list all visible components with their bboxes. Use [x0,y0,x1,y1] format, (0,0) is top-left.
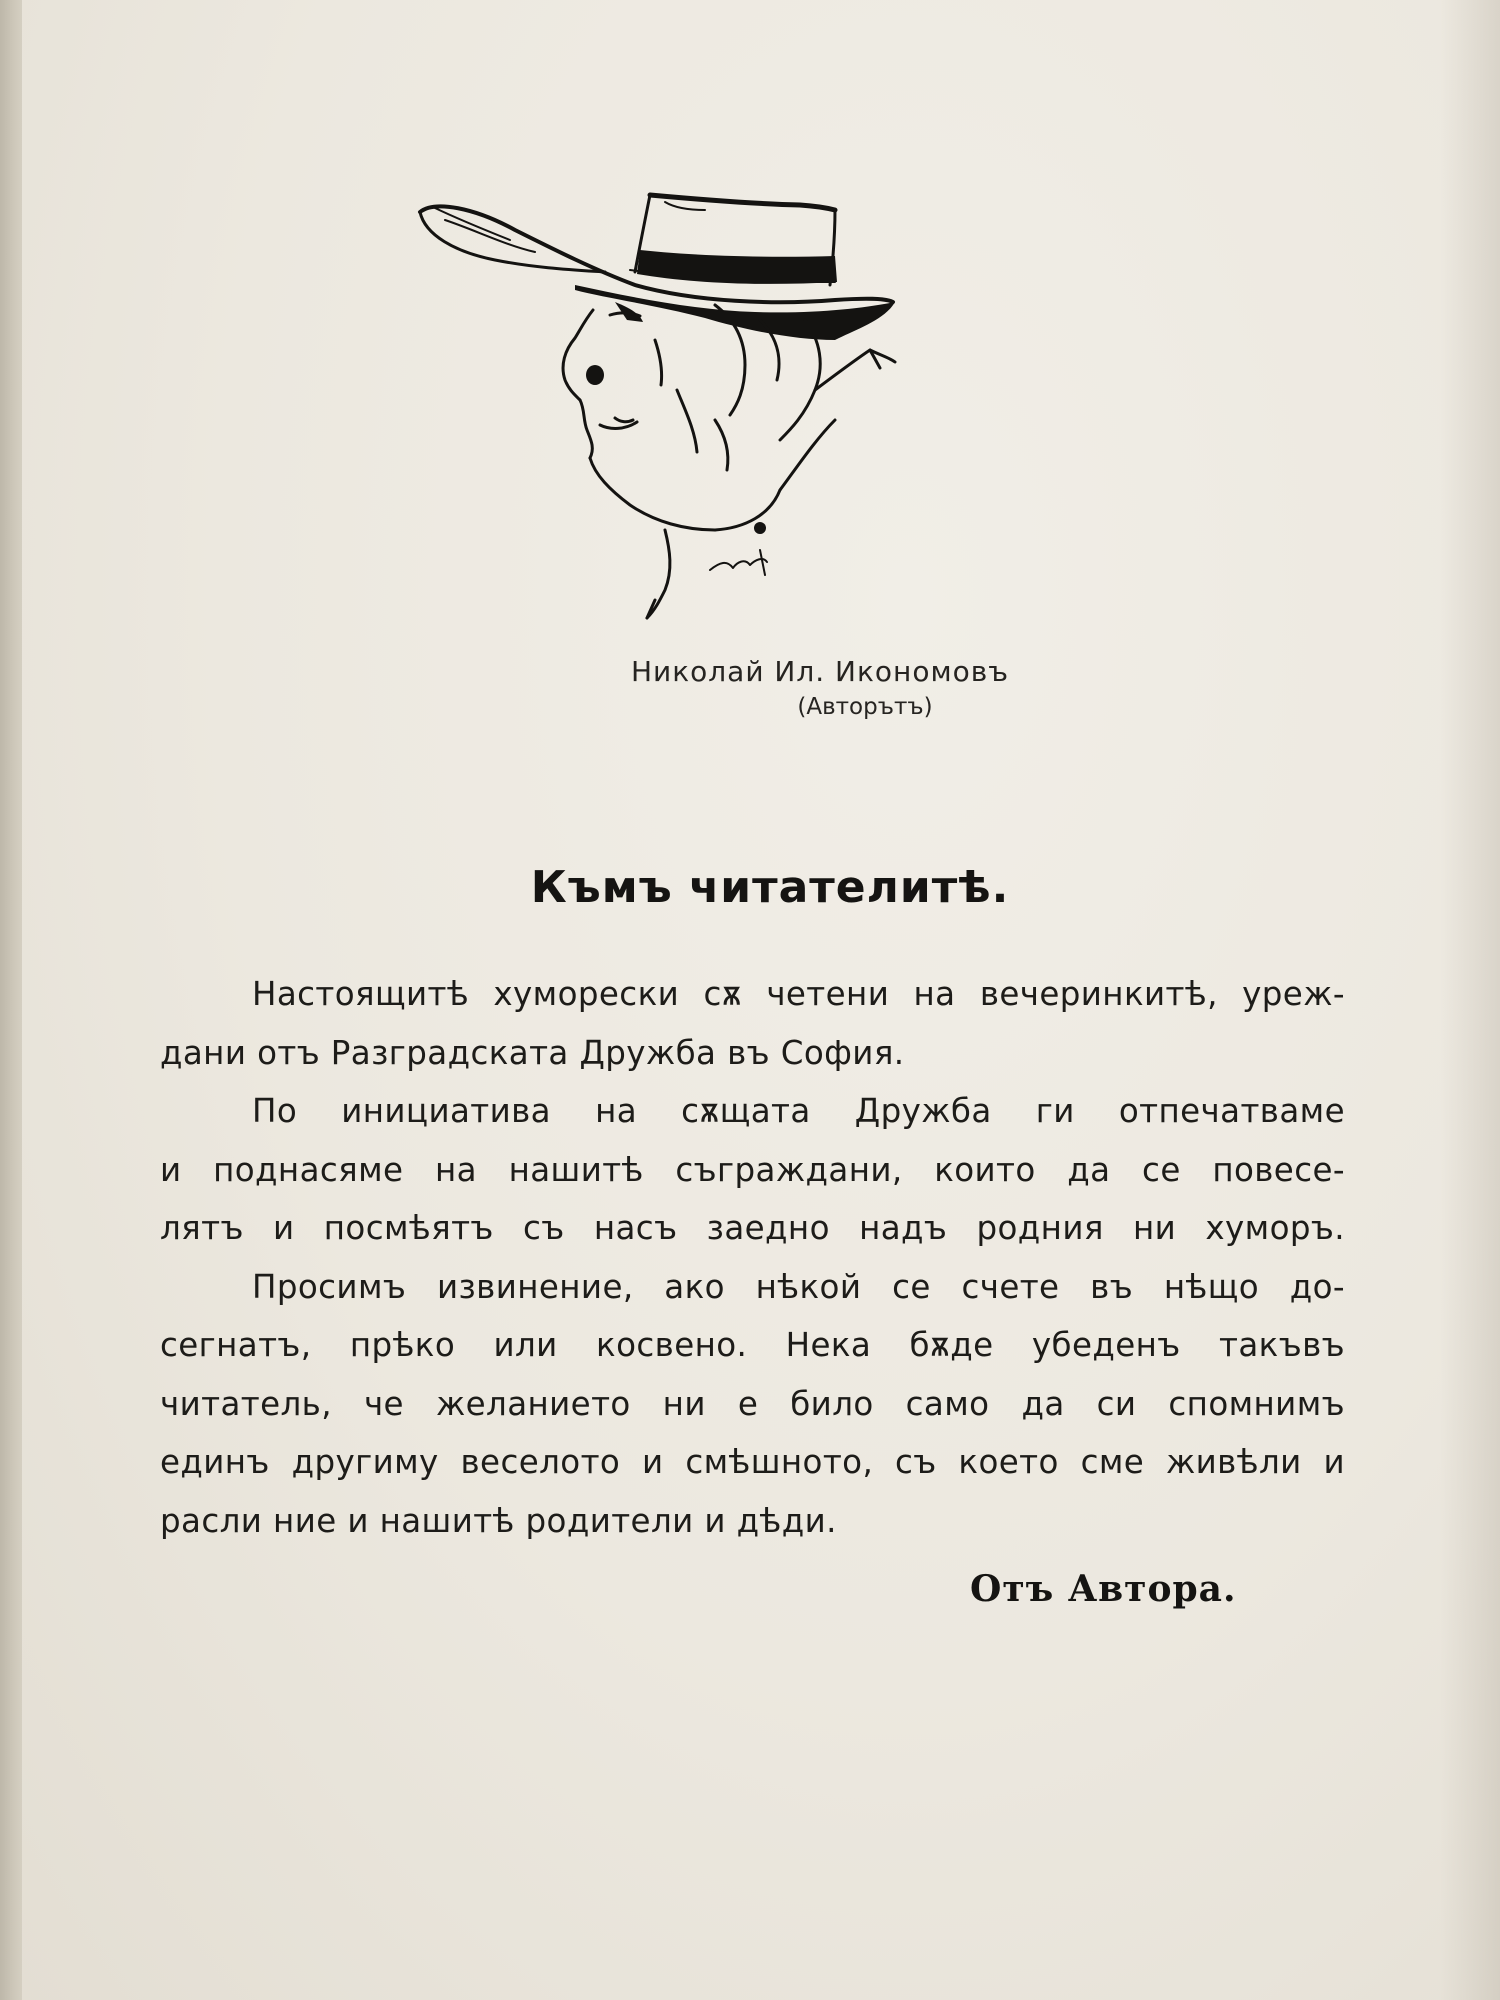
author-role: (Авторътъ) [797,694,933,720]
portrait-caption [0,655,1500,720]
foreword-text [160,965,1345,1550]
text-line: и поднасяме на нашитѣ съграждани, които да се повесе- [160,1150,1345,1189]
text-line: сегнатъ, прѣко или косвено. Нека бѫде убеденъ такъвъ [160,1326,1345,1364]
text-line: По инициатива на сѫщата Дружба ги отпечатваме [252,1092,1345,1130]
paragraph [160,1082,1345,1258]
text-line: Настоящитѣ хуморески сѫ четени на вечеринкитѣ, уреж- [252,975,1345,1013]
signature: Отъ Автора. [970,1568,1237,1610]
text-line: расли ние и нашитѣ родители и дѣди. [160,1501,837,1540]
text-line: лятъ и посмѣятъ съ насъ заедно надъ родния ни хуморъ. [160,1209,1345,1247]
section-heading: Къмъ читателитѣ. [530,862,1010,913]
text-line: дани отъ Разградската Дружба въ София. [160,1033,905,1072]
text-line: Просимъ извинение, ако нѣкой се счете въ нѣщо до- [252,1267,1345,1306]
text-line: читатель, че желанието ни е било само да си спомнимъ [160,1384,1345,1423]
page-shadow [1440,0,1500,2000]
author-caricature [415,190,1035,630]
author-name: Николай Ил. Икономовъ [630,655,1010,688]
text-line: единъ другиму веселото и смѣшното, съ което сме живѣли и [160,1443,1345,1481]
paragraph [160,965,1345,1082]
paragraph [160,1258,1345,1551]
